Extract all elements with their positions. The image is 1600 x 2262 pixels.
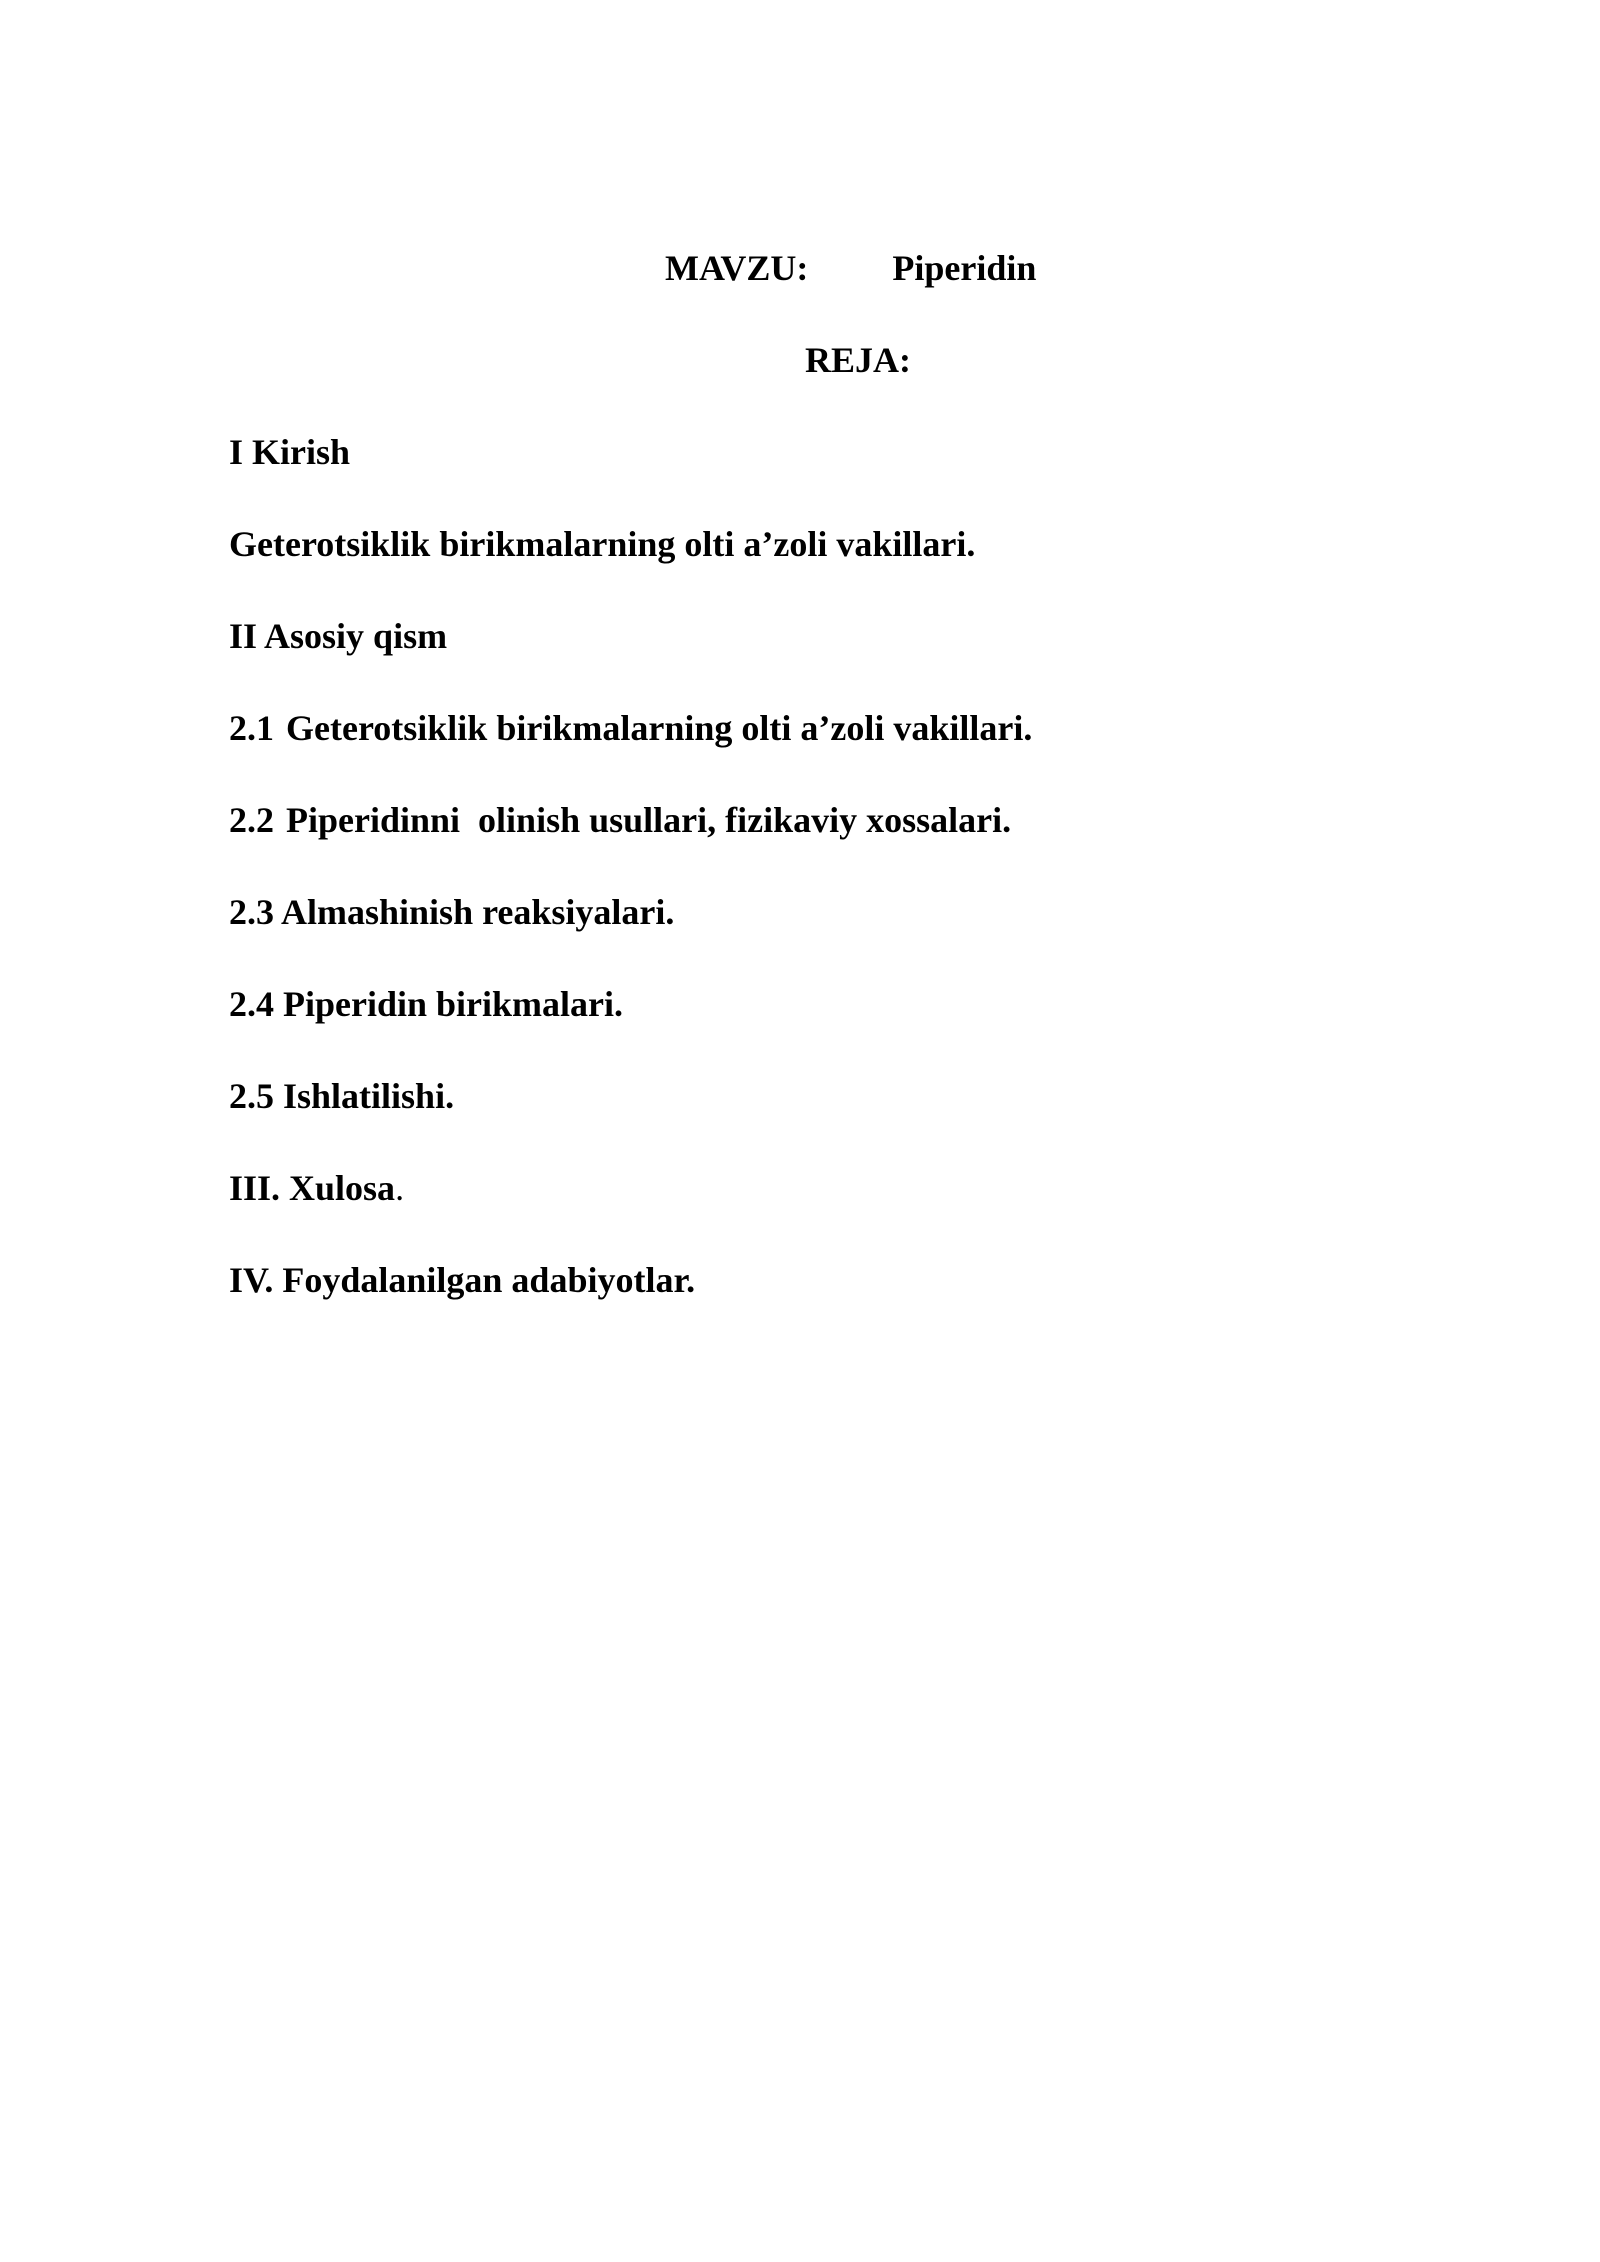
- plan-item-2-2: [229, 796, 1429, 844]
- plan-item-number: 2.5: [229, 1076, 274, 1116]
- plan-item-intro-subtitle: [229, 520, 1429, 568]
- plan-list: [229, 428, 1429, 1348]
- plan-item-trailing-dot: .: [395, 1168, 405, 1208]
- plan-item-text: II Asosiy qism: [229, 616, 448, 656]
- plan-item-number: 2.4: [229, 984, 274, 1024]
- plan-item-text: IV. Foydalanilgan adabiyotlar.: [229, 1260, 696, 1300]
- plan-item-intro: [229, 428, 1429, 476]
- plan-item-conclusion: [229, 1164, 1429, 1212]
- plan-item-number: 2.3: [229, 892, 274, 932]
- plan-item-text: Ishlatilishi.: [283, 1076, 455, 1116]
- plan-item-text: Geterotsiklik birikmalarning olti a’zoli vakillari.: [286, 708, 1033, 748]
- plan-heading: REJA:: [805, 340, 911, 380]
- topic-line: [665, 244, 1036, 292]
- topic-value: Piperidin: [892, 248, 1037, 288]
- plan-item-2-3: [229, 888, 1429, 936]
- plan-item-number: 2.2: [229, 800, 274, 840]
- plan-item-2-5: [229, 1072, 1429, 1120]
- plan-item-main-part: [229, 612, 1429, 660]
- plan-item-text: Piperidin birikmalari.: [283, 984, 624, 1024]
- plan-item-text: Geterotsiklik birikmalarning olti a’zoli vakillari.: [229, 524, 976, 564]
- plan-item-text: Almashinish reaksiyalari.: [281, 892, 675, 932]
- plan-item-2-4: [229, 980, 1429, 1028]
- plan-item-text: III. Xulosa: [229, 1168, 396, 1208]
- plan-item-references: [229, 1256, 1429, 1304]
- plan-item-text: Piperidinni olinish usullari, fizikaviy xossalari.: [286, 800, 1012, 840]
- plan-item-2-1: [229, 704, 1429, 752]
- topic-label: MAVZU:: [665, 248, 809, 288]
- plan-item-number: 2.1: [229, 708, 274, 748]
- plan-item-text: I Kirish: [229, 432, 351, 472]
